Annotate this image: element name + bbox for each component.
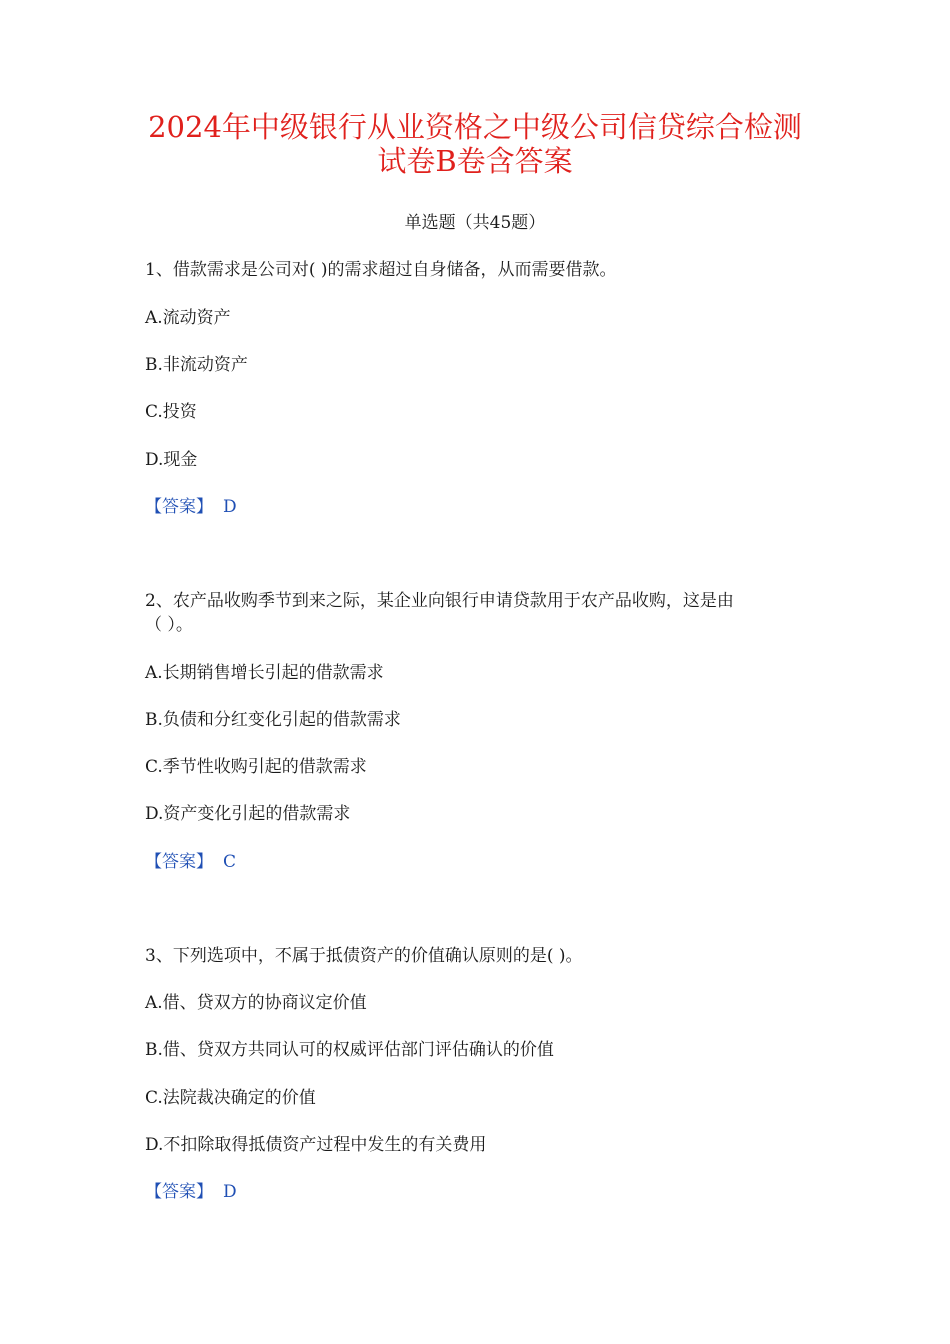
question-2-option-c: C.季节性收购引起的借款需求 <box>145 757 367 777</box>
answer-label: 【答案】 <box>145 1182 213 1202</box>
question-2-stem-line-2: （ ）。 <box>145 615 193 635</box>
question-2-option-b: B.负债和分红变化引起的借款需求 <box>145 710 401 730</box>
answer-value: C <box>223 852 237 872</box>
question-2-option-d: D.资产变化引起的借款需求 <box>145 804 351 824</box>
question-3-answer <box>145 1180 825 1204</box>
document-title-line-1: 2024年中级银行从业资格之中级公司信贷综合检测 <box>148 110 802 144</box>
question-1-option-d: D.现金 <box>145 450 198 470</box>
question-2-stem-line-1: 2、农产品收购季节到来之际，某企业向银行申请贷款用于农产品收购，这是由 <box>145 591 734 611</box>
question-1-answer <box>145 495 825 519</box>
question-3-stem: 3、下列选项中，不属于抵债资产的价值确认原则的是( )。 <box>145 946 583 966</box>
question-2-option-a: A.长期销售增长引起的借款需求 <box>145 663 384 683</box>
question-3-option-d: D.不扣除取得抵债资产过程中发生的有关费用 <box>145 1135 487 1155</box>
answer-value: D <box>223 497 237 517</box>
question-1-option-c: C.投资 <box>145 402 197 422</box>
question-3-option-c: C.法院裁决确定的价值 <box>145 1088 316 1108</box>
document-title-line-2: 试卷B卷含答案 <box>377 144 573 178</box>
section-heading: 单选题（共45题） <box>404 213 546 233</box>
answer-label: 【答案】 <box>145 497 213 517</box>
answer-label: 【答案】 <box>145 852 213 872</box>
question-2-answer <box>145 850 825 874</box>
question-1-option-b: B.非流动资产 <box>145 355 248 375</box>
question-3-option-a: A.借、贷双方的协商议定价值 <box>145 993 367 1013</box>
question-1-stem: 1、借款需求是公司对( )的需求超过自身储备，从而需要借款。 <box>145 260 617 280</box>
question-3-option-b: B.借、贷双方共同认可的权威评估部门评估确认的价值 <box>145 1040 554 1060</box>
answer-value: D <box>223 1182 237 1202</box>
question-1-option-a: A.流动资产 <box>145 308 231 328</box>
